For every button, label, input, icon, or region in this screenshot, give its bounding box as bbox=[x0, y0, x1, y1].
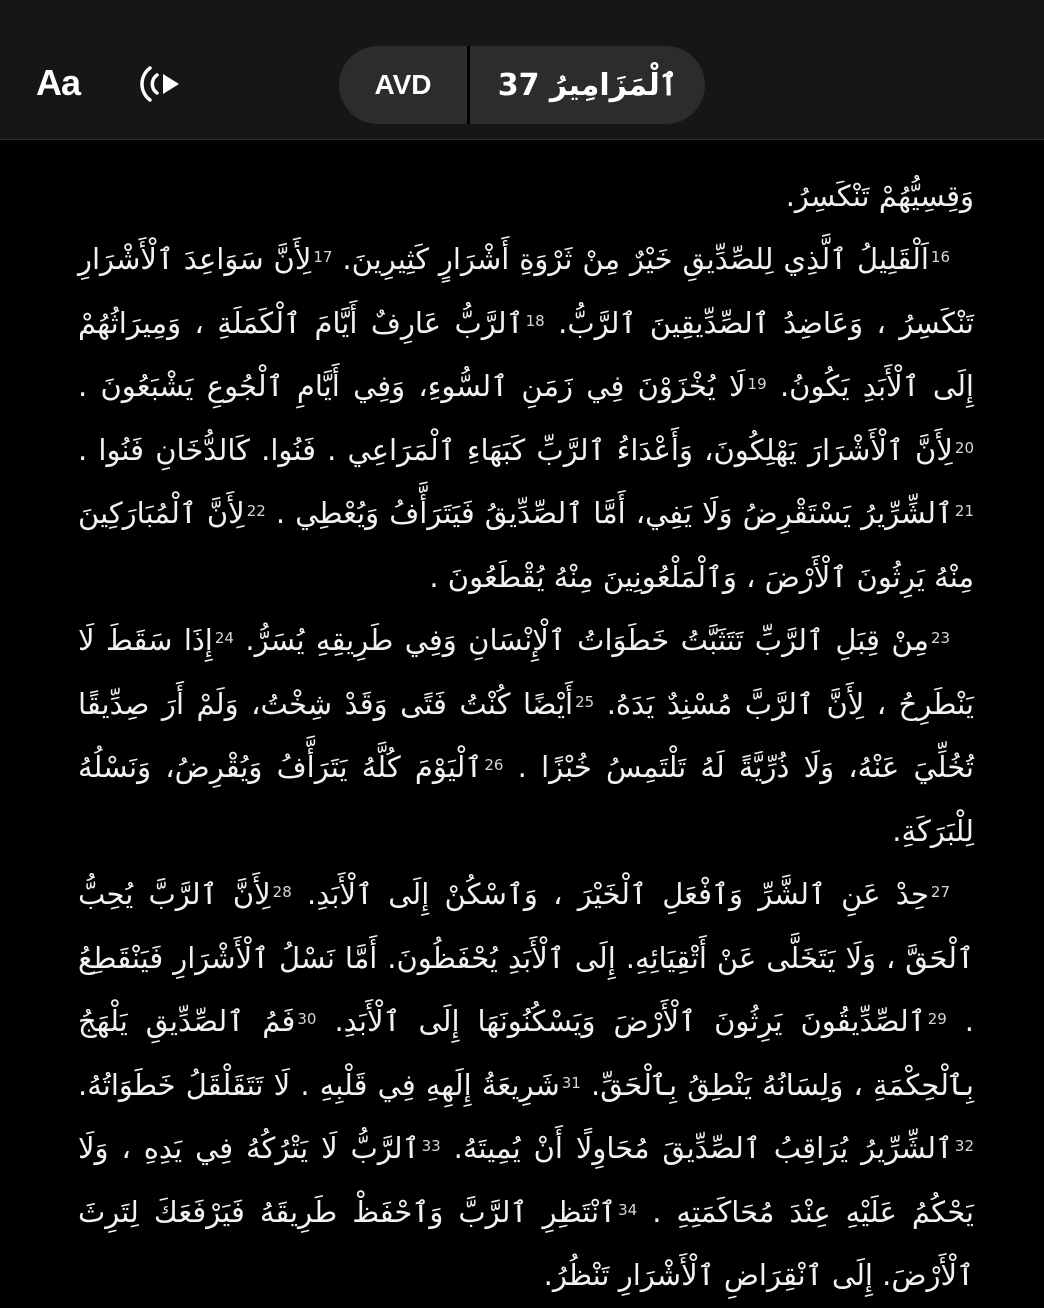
verse-31: شَرِيعَةُ إِلَهِهِ فِي قَلْبِهِ . لَا تَتَقَلْقَلُ خَطَوَاتُهُ. bbox=[78, 1067, 560, 1102]
verse-34: ٱنْتَظِرِ ٱلرَّبَّ وَٱحْفَظْ طَرِيقَهُ فَيَرْفَعَكَ لِتَرِثَ ٱلْأَرْضَ. إِلَى ٱنْقِرَاضِ ٱلْأَشْرَارِ تَنْظُرُ. bbox=[78, 1194, 974, 1292]
verse-29: ٱلصِّدِّيقُونَ يَرِثُونَ ٱلْأَرْضَ وَيَسْكُنُونَهَا إِلَى ٱلْأَبَدِ. bbox=[334, 1004, 926, 1038]
verse-22: لِأَنَّ ٱلْمُبَارَكِينَ مِنْهُ يَرِثُونَ ٱلْأَرْضَ ، وَٱلْمَلْعُونِينَ مِنْهُ يُقْطَعُونَ . bbox=[78, 496, 974, 594]
verse-number: 19 bbox=[747, 375, 767, 393]
verse-20: لِأَنَّ ٱلْأَشْرَارَ يَهْلِكُونَ، وَأَعْدَاءُ ٱلرَّبِّ كَبَهَاءِ ٱلْمَرَاعِي . فَنُوا. كَالدُّخَانِ فَنُوا . bbox=[78, 432, 953, 467]
chapter-button[interactable]: ٱلْمَزَامِيرُ 37 bbox=[497, 67, 678, 103]
verse-33: ٱلرَّبُّ لَا يَتْرُكُهُ فِي يَدِهِ ، وَلَا يَحْكُمُ عَلَيْهِ عِنْدَ مُحَاكَمَتِهِ . bbox=[78, 1131, 974, 1229]
verse-27: حِدْ عَنِ ٱلشَّرِّ وَٱفْعَلِ ٱلْخَيْرَ ، وَٱسْكُنْ إِلَى ٱلْأَبَدِ. bbox=[306, 877, 929, 911]
verse-19: لَا يُخْزَوْنَ فِي زَمَنِ ٱلسُّوءِ، وَفِي أَيَّامِ ٱلْجُوعِ يَشْبَعُونَ . bbox=[78, 369, 746, 403]
verse-number: 31 bbox=[561, 1073, 581, 1092]
verse-number: 29 bbox=[927, 1010, 947, 1028]
verse-text: وَقِسِيُّهُمْ تَنْكَسِرُ. bbox=[785, 178, 974, 213]
verse-number: 30 bbox=[297, 1010, 317, 1028]
verse-number: 25 bbox=[575, 692, 595, 711]
verse-28: لِأَنَّ ٱلرَّبَّ يُحِبُّ ٱلْحَقَّ ، وَلَا يَتَخَلَّى عَنْ أَتْقِيَائِهِ. إِلَى ٱلْأَبَدِ يُحْفَظُونَ. أَمَّا نَسْلُ ٱلْأَشْرَارِ فَيَنْقَطِعُ . bbox=[78, 877, 975, 1038]
paragraph-2 bbox=[78, 228, 974, 609]
verse-25: أَيْضًا كُنْتُ فَتًى وَقَدْ شِخْتُ، وَلَمْ أَرَ صِدِّيقًا تُخُلِّيَ عَنْهُ، وَلَا ذُرِّيَّةً لَهُ تَلْتَمِسُ خُبْزًا . bbox=[78, 686, 975, 784]
verse-number: 21 bbox=[954, 502, 975, 520]
verse-24: إِذَا سَقَطَ لَا يَنْطَرِحُ ، لِأَنَّ ٱلرَّبَّ مُسْنِدٌ يَدَهُ. bbox=[78, 623, 975, 721]
verse-18: ٱلرَّبُّ عَارِفٌ أَيَّامَ ٱلْكَمَلَةِ ، وَمِيرَاثُهُمْ إِلَى ٱلْأَبَدِ يَكُونُ. bbox=[78, 305, 974, 403]
verse-16: اَلْقَلِيلُ ٱلَّذِي لِلصِّدِّيقِ خَيْرٌ مِنْ ثَرْوَةِ أَشْرَارٍ كَثِيرِينَ. bbox=[342, 242, 929, 276]
chapter-content[interactable] bbox=[0, 141, 1044, 1292]
verse-30: فَمُ ٱلصِّدِّيقِ يَلْهَجُ بِٱلْحِكْمَةِ ، وَلِسَانُهُ يَنْطِقُ بِٱلْحَقِّ. bbox=[78, 1004, 974, 1102]
paragraph-4 bbox=[78, 863, 974, 1308]
verse-number: 22 bbox=[246, 502, 266, 520]
verse-number: 32 bbox=[954, 1137, 974, 1155]
passage-text bbox=[78, 101, 974, 1308]
verse-17: لِأَنَّ سَوَاعِدَ ٱلْأَشْرَارِ تَنْكَسِرُ ، وَعَاضِدُ ٱلصِّدِّيقِينَ ٱلرَّبُّ. bbox=[78, 242, 974, 340]
verse-number: 18 bbox=[525, 311, 545, 330]
verse-number: 24 bbox=[214, 629, 234, 647]
verse-21: ٱلشِّرِّيرُ يَسْتَقْرِضُ وَلَا يَفِي، أَمَّا ٱلصِّدِّيقُ فَيَتَرَأَّفُ وَيُعْطِي . bbox=[275, 496, 953, 530]
verse-number: 28 bbox=[272, 883, 292, 901]
version-button[interactable]: AVD bbox=[374, 69, 432, 100]
verse-number: 20 bbox=[954, 438, 974, 457]
font-settings-button[interactable]: Aa bbox=[36, 62, 81, 103]
paragraph-1 bbox=[78, 101, 974, 228]
verse-number: 16 bbox=[930, 248, 951, 266]
verse-number: 27 bbox=[930, 883, 950, 901]
verse-number: 17 bbox=[313, 248, 333, 266]
verse-23: مِنْ قِبَلِ ٱلرَّبِّ تَتَثَبَّتُ خَطَوَاتُ ٱلْإِنْسَانِ وَفِي طَرِيقِهِ يُسَرُّ. bbox=[245, 623, 929, 657]
verse-number: 26 bbox=[484, 756, 504, 774]
verse-number: 34 bbox=[618, 1200, 638, 1219]
verse-number: 23 bbox=[930, 629, 951, 647]
paragraph-3 bbox=[78, 609, 974, 863]
verse-26: ٱلْيَوْمَ كُلَّهُ يَتَرَأَّفُ وَيُقْرِضُ، وَنَسْلُهُ لِلْبَرَكَةِ. bbox=[78, 750, 974, 848]
verse-number: 33 bbox=[421, 1137, 441, 1155]
verse-32: ٱلشِّرِّيرُ يُرَاقِبُ ٱلصِّدِّيقَ مُحَاوِلًا أَنْ يُمِيتَهُ. bbox=[453, 1131, 953, 1165]
